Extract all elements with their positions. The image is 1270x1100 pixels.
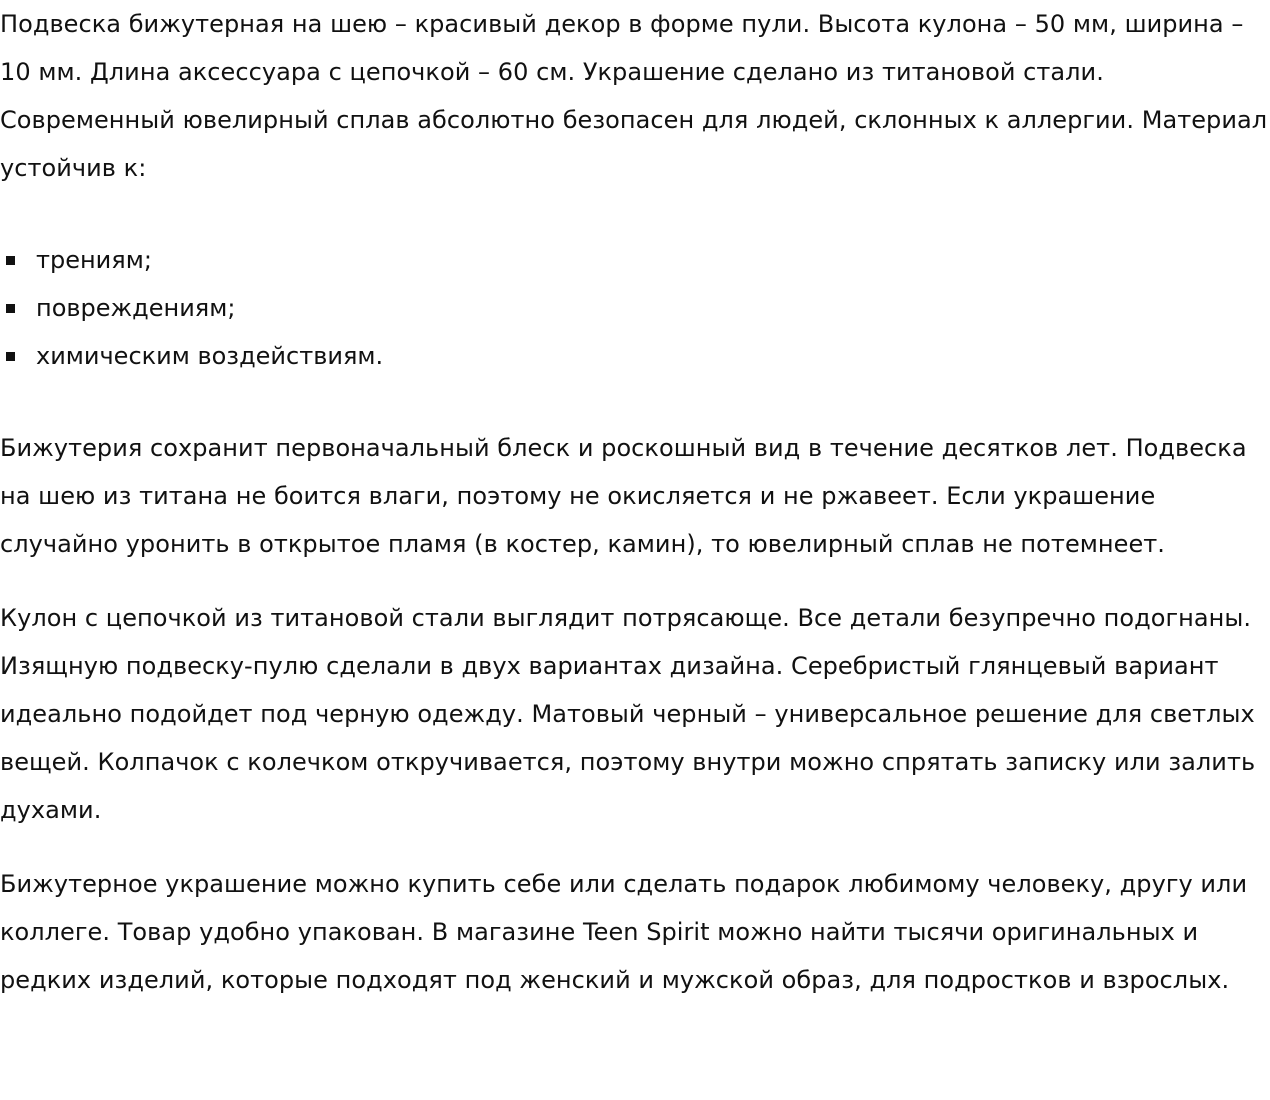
list-item [0,284,1270,332]
square-bullet-icon [6,304,15,313]
durability-paragraph: Бижутерия сохранит первоначальный блеск и роскошный вид в течение десятков лет. Подвеска на шею из титана не боится влаги, поэтому не окисляется и не ржавеет. Если украшение случайно уронить в открытое пламя (в костер, камин), то ювелирный сплав не потемнеет. [0,434,1247,558]
square-bullet-icon [6,352,15,361]
resistance-list [0,236,1270,380]
list-item [0,332,1270,380]
list-item [0,236,1270,284]
list-item-text: трениям; [36,246,152,274]
intro-paragraph: Подвеска бижутерная на шею – красивый декор в форме пули. Высота кулона – 50 мм, ширина – 10 мм. Длина аксессуара с цепочкой – 60 см. Украшение сделано из титановой стали. Современный ювелирный сплав абсолютно безопасен для людей, склонных к аллергии. Материал устойчив к: [0,10,1268,182]
list-item-text: химическим воздействиям. [36,342,384,370]
design-paragraph: Кулон с цепочкой из титановой стали выглядит потрясающе. Все детали безупречно подогнаны. Изящную подвеску-пулю сделали в двух вариантах дизайна. Серебристый глянцевый вариант идеально подойдет под черную одежду. Матовый черный – универсальное решение для светлых вещей. Колпачок с колечком откручивается, поэтому внутри можно спрятать записку или залить духами. [0,604,1256,824]
square-bullet-icon [6,256,15,265]
list-item-text: повреждениям; [36,294,236,322]
shop-paragraph: Бижутерное украшение можно купить себе или сделать подарок любимому человеку, другу или коллеге. Товар удобно упакован. В магазине Teen Spirit можно найти тысячи оригинальных и редких изделий, которые подходят под женский и мужской образ, для подростков и взрослых. [0,870,1248,994]
